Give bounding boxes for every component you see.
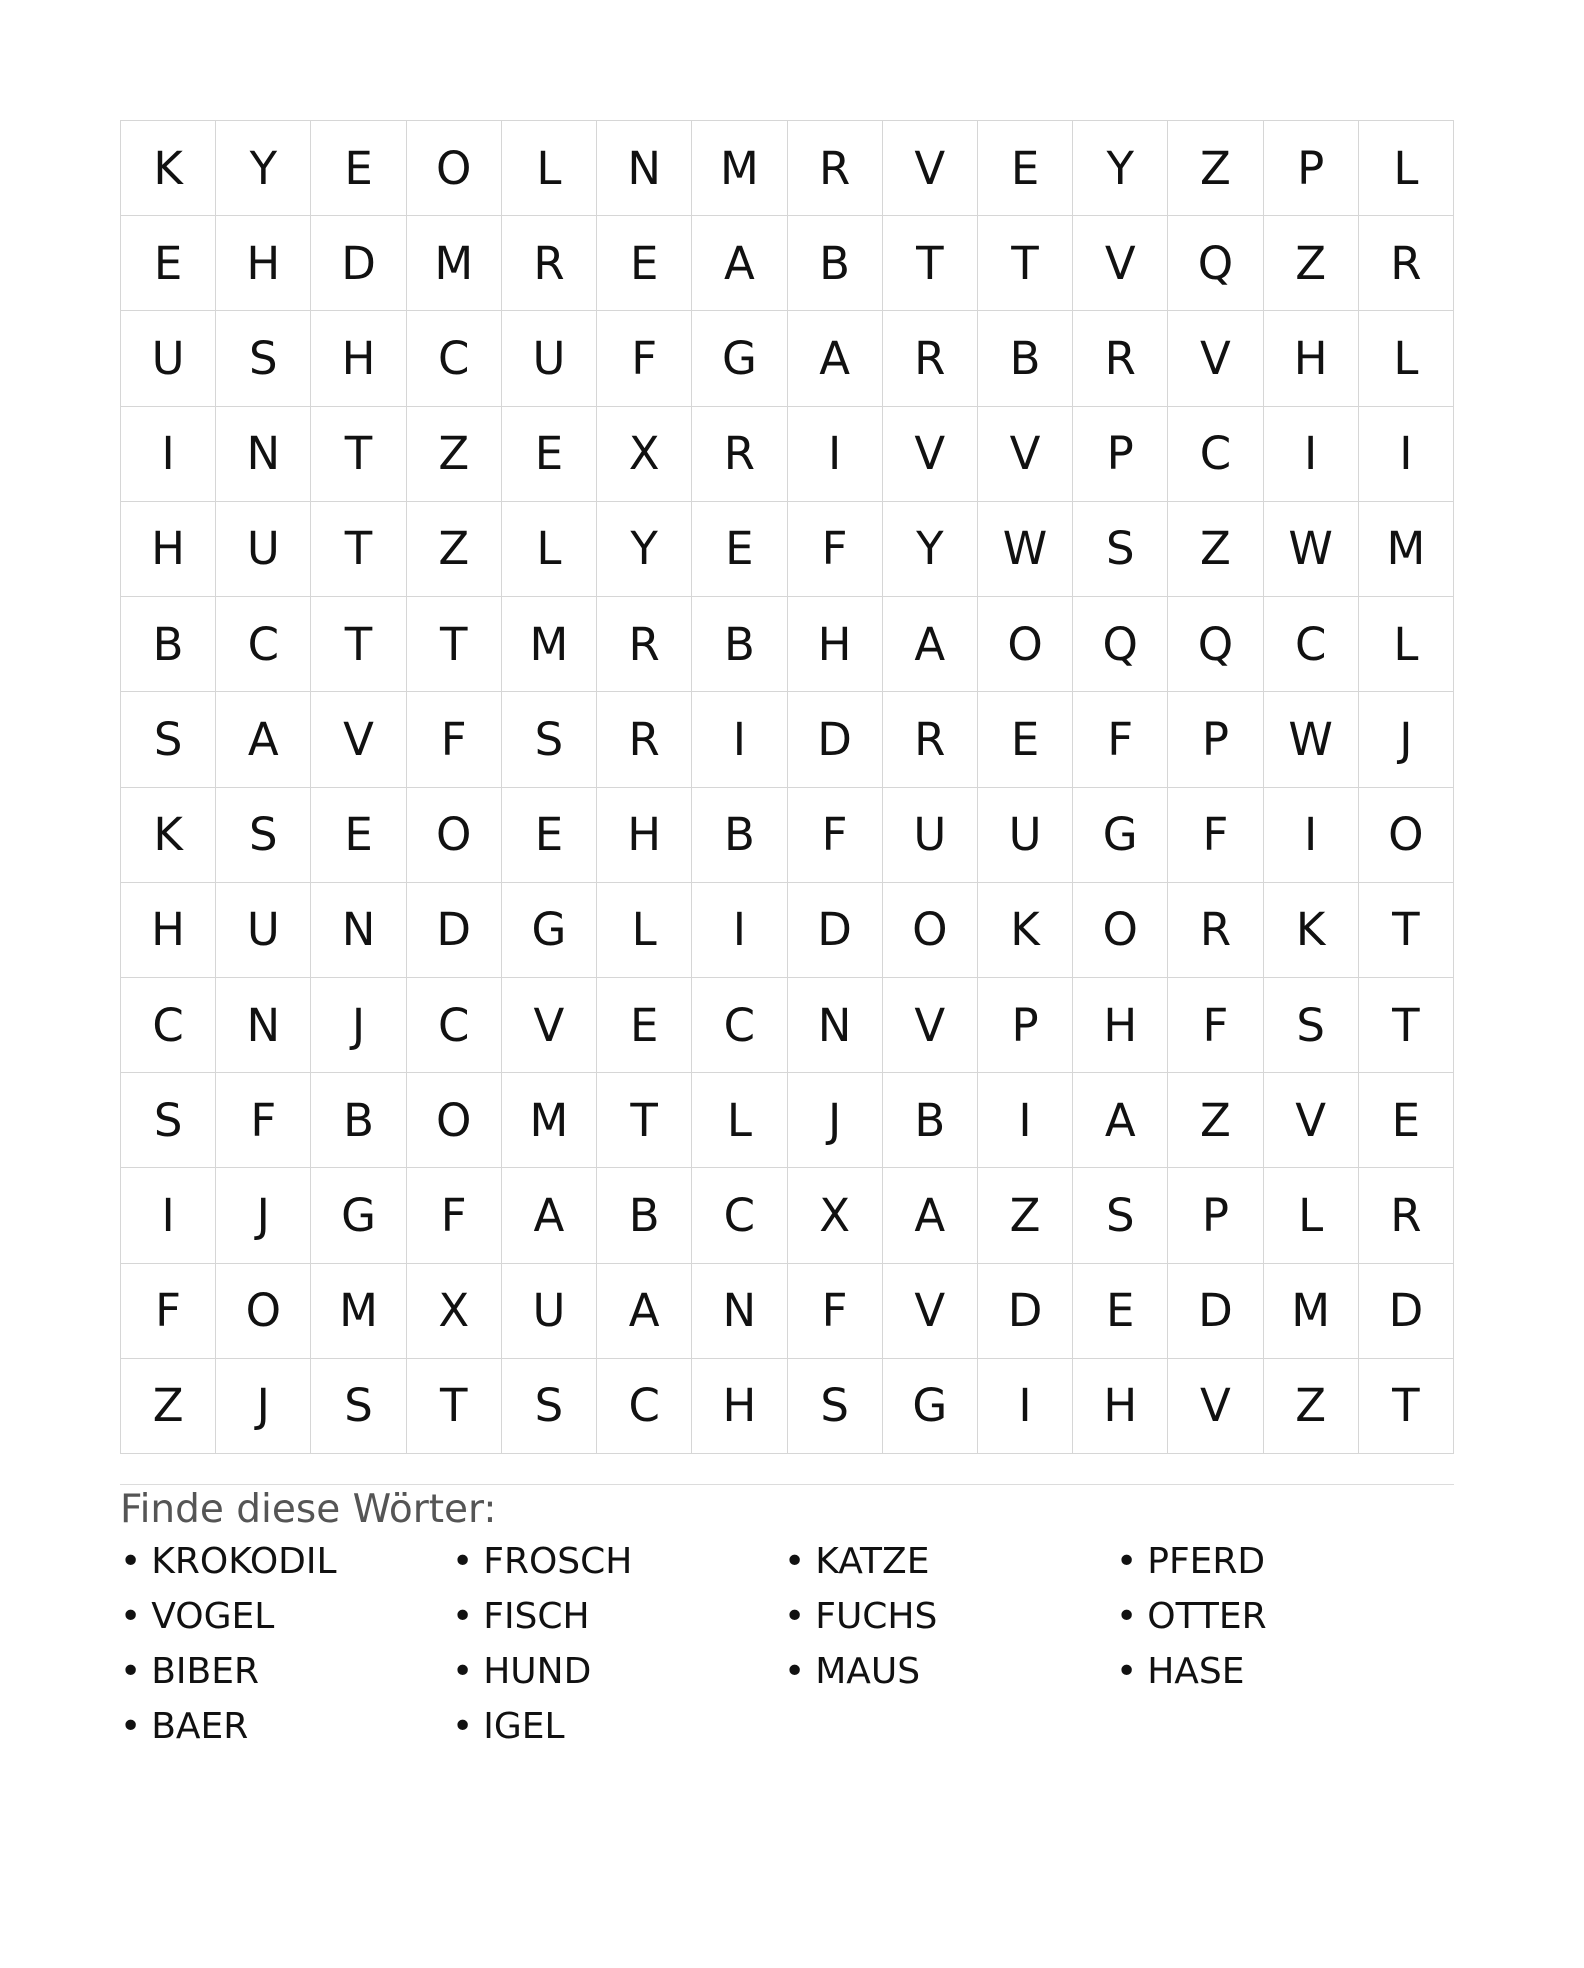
word-label: BAER xyxy=(151,1706,249,1747)
grid-cell[interactable]: S xyxy=(121,692,216,787)
word-label: MAUS xyxy=(815,1651,921,1692)
word-list-item xyxy=(120,1595,274,1638)
grid-cell[interactable]: E xyxy=(311,788,406,883)
word-list-heading: Finde diese Wörter: xyxy=(120,1487,497,1532)
grid-cell[interactable]: H xyxy=(1073,1359,1168,1454)
grid-cell[interactable]: I xyxy=(788,407,883,502)
grid-cell[interactable]: C xyxy=(121,978,216,1073)
word-list-item xyxy=(452,1650,591,1693)
grid-cell[interactable]: I xyxy=(692,883,787,978)
grid-cell[interactable]: P xyxy=(1073,407,1168,502)
grid-cell[interactable]: A xyxy=(1073,1073,1168,1168)
grid-cell[interactable]: F xyxy=(121,1264,216,1359)
grid-cell[interactable]: S xyxy=(121,1073,216,1168)
grid-cell[interactable]: T xyxy=(978,216,1073,311)
grid-cell[interactable]: K xyxy=(121,121,216,216)
word-list-item xyxy=(452,1705,565,1748)
grid-cell[interactable]: M xyxy=(407,216,502,311)
word-list-item xyxy=(1116,1650,1245,1693)
grid-cell[interactable]: R xyxy=(502,216,597,311)
grid-cell[interactable]: X xyxy=(597,407,692,502)
grid-cell[interactable]: D xyxy=(788,692,883,787)
grid-cell[interactable]: L xyxy=(502,121,597,216)
grid-cell[interactable]: G xyxy=(502,883,597,978)
grid-cell[interactable]: U xyxy=(883,788,978,883)
word-list-item xyxy=(784,1650,920,1693)
grid-cell[interactable]: H xyxy=(121,502,216,597)
bullet: • xyxy=(452,1541,474,1582)
word-list-item xyxy=(1116,1540,1265,1583)
grid-cell[interactable]: I xyxy=(692,692,787,787)
grid-cell[interactable]: U xyxy=(216,502,311,597)
grid-cell[interactable]: N xyxy=(311,883,406,978)
grid-cell[interactable]: S xyxy=(311,1359,406,1454)
grid-cell[interactable]: W xyxy=(1264,502,1359,597)
grid-cell[interactable]: C xyxy=(1264,597,1359,692)
word-label: PFERD xyxy=(1147,1541,1266,1582)
grid-cell[interactable]: S xyxy=(502,692,597,787)
grid-cell[interactable]: L xyxy=(1359,597,1454,692)
bullet: • xyxy=(784,1651,806,1692)
grid-cell[interactable]: I xyxy=(121,1168,216,1263)
grid-cell[interactable]: F xyxy=(216,1073,311,1168)
grid-cell[interactable]: Y xyxy=(597,502,692,597)
word-label: KATZE xyxy=(815,1541,930,1582)
grid-cell[interactable]: U xyxy=(502,311,597,406)
grid-cell[interactable]: G xyxy=(692,311,787,406)
grid-cell[interactable]: L xyxy=(502,502,597,597)
grid-cell[interactable]: F xyxy=(407,1168,502,1263)
grid-cell[interactable]: B xyxy=(692,788,787,883)
grid-cell[interactable]: V xyxy=(1168,1359,1263,1454)
grid-cell[interactable]: V xyxy=(1264,1073,1359,1168)
grid-cell[interactable]: N xyxy=(597,121,692,216)
bullet: • xyxy=(120,1651,142,1692)
grid-cell[interactable]: S xyxy=(788,1359,883,1454)
word-list-item xyxy=(120,1705,248,1748)
grid-cell[interactable]: A xyxy=(788,311,883,406)
grid-cell[interactable]: M xyxy=(1264,1264,1359,1359)
grid-cell[interactable]: Q xyxy=(1073,597,1168,692)
grid-cell[interactable]: H xyxy=(597,788,692,883)
word-label: VOGEL xyxy=(151,1596,275,1637)
grid-cell[interactable]: O xyxy=(883,883,978,978)
grid-cell[interactable]: C xyxy=(216,597,311,692)
grid-cell[interactable]: R xyxy=(1359,1168,1454,1263)
bullet: • xyxy=(784,1596,806,1637)
grid-cell[interactable]: O xyxy=(216,1264,311,1359)
grid-cell[interactable]: T xyxy=(311,407,406,502)
grid-cell[interactable]: Z xyxy=(407,502,502,597)
grid-cell[interactable]: V xyxy=(883,407,978,502)
grid-cell[interactable]: J xyxy=(1359,692,1454,787)
grid-cell[interactable]: H xyxy=(788,597,883,692)
grid-cell[interactable]: H xyxy=(121,883,216,978)
grid-cell[interactable]: D xyxy=(311,216,406,311)
grid-cell[interactable]: L xyxy=(1264,1168,1359,1263)
grid-cell[interactable]: Z xyxy=(1168,502,1263,597)
grid-cell[interactable]: N xyxy=(216,978,311,1073)
grid-cell[interactable]: A xyxy=(692,216,787,311)
grid-cell[interactable]: E xyxy=(597,978,692,1073)
grid-cell[interactable]: R xyxy=(692,407,787,502)
grid-cell[interactable]: I xyxy=(1359,407,1454,502)
grid-cell[interactable]: C xyxy=(407,978,502,1073)
grid-cell[interactable]: K xyxy=(1264,883,1359,978)
grid-cell[interactable]: J xyxy=(788,1073,883,1168)
grid-cell[interactable]: Z xyxy=(1264,1359,1359,1454)
grid-cell[interactable]: S xyxy=(216,788,311,883)
grid-cell[interactable]: A xyxy=(597,1264,692,1359)
grid-cell[interactable]: A xyxy=(883,1168,978,1263)
word-label: KROKODIL xyxy=(151,1541,337,1582)
grid-cell[interactable]: R xyxy=(597,597,692,692)
grid-cell[interactable]: O xyxy=(1359,788,1454,883)
grid-cell[interactable]: P xyxy=(978,978,1073,1073)
word-list-item xyxy=(1116,1595,1267,1638)
grid-cell[interactable]: A xyxy=(216,692,311,787)
grid-cell[interactable]: V xyxy=(978,407,1073,502)
grid-cell[interactable]: D xyxy=(1359,1264,1454,1359)
word-label: FISCH xyxy=(483,1596,590,1637)
grid-cell[interactable]: U xyxy=(502,1264,597,1359)
grid-cell[interactable]: M xyxy=(1359,502,1454,597)
word-list-item xyxy=(120,1650,259,1693)
grid-cell[interactable]: M xyxy=(502,597,597,692)
grid-cell[interactable]: J xyxy=(216,1359,311,1454)
grid-cell[interactable]: E xyxy=(978,692,1073,787)
grid-cell[interactable]: T xyxy=(597,1073,692,1168)
grid-cell[interactable]: C xyxy=(407,311,502,406)
word-label: FUCHS xyxy=(815,1596,938,1637)
grid-cell[interactable]: S xyxy=(1073,1168,1168,1263)
grid-cell[interactable]: C xyxy=(597,1359,692,1454)
grid-cell[interactable]: H xyxy=(216,216,311,311)
grid-cell[interactable]: G xyxy=(311,1168,406,1263)
word-list xyxy=(120,1540,1454,1780)
grid-cell[interactable]: S xyxy=(1073,502,1168,597)
grid-cell[interactable]: B xyxy=(978,311,1073,406)
grid-cell[interactable]: O xyxy=(407,1073,502,1168)
bullet: • xyxy=(120,1541,142,1582)
grid-cell[interactable]: I xyxy=(1264,788,1359,883)
grid-cell[interactable]: F xyxy=(1073,692,1168,787)
grid-cell[interactable]: D xyxy=(788,883,883,978)
grid-cell[interactable]: R xyxy=(788,121,883,216)
grid-cell[interactable]: M xyxy=(692,121,787,216)
grid-cell[interactable]: L xyxy=(1359,311,1454,406)
grid-cell[interactable]: F xyxy=(788,788,883,883)
grid-cell[interactable]: O xyxy=(407,788,502,883)
word-label: BIBER xyxy=(151,1651,260,1692)
grid-cell[interactable]: Z xyxy=(1264,216,1359,311)
grid-cell[interactable]: D xyxy=(407,883,502,978)
grid-cell[interactable]: E xyxy=(1359,1073,1454,1168)
grid-cell[interactable]: N xyxy=(692,1264,787,1359)
grid-cell[interactable]: V xyxy=(883,1264,978,1359)
bullet: • xyxy=(452,1706,474,1747)
grid-cell[interactable]: C xyxy=(692,978,787,1073)
word-label: OTTER xyxy=(1147,1596,1267,1637)
grid-cell[interactable]: F xyxy=(1168,788,1263,883)
grid-cell[interactable]: B xyxy=(597,1168,692,1263)
grid-cell[interactable]: E xyxy=(597,216,692,311)
grid-cell[interactable]: X xyxy=(788,1168,883,1263)
grid-cell[interactable]: T xyxy=(1359,978,1454,1073)
grid-cell[interactable]: K xyxy=(121,788,216,883)
grid-cell[interactable]: E xyxy=(502,788,597,883)
grid-cell[interactable]: O xyxy=(1073,883,1168,978)
word-list-item xyxy=(452,1540,632,1583)
grid-cell[interactable]: E xyxy=(121,216,216,311)
word-list-item xyxy=(784,1540,929,1583)
bullet: • xyxy=(120,1596,142,1637)
grid-cell[interactable]: O xyxy=(407,121,502,216)
grid-cell[interactable]: Y xyxy=(1073,121,1168,216)
grid-cell[interactable]: R xyxy=(1073,311,1168,406)
bullet: • xyxy=(452,1651,474,1692)
grid-cell[interactable]: S xyxy=(1264,978,1359,1073)
grid-cell[interactable]: R xyxy=(883,311,978,406)
grid-cell[interactable]: H xyxy=(692,1359,787,1454)
grid-cell[interactable]: F xyxy=(1168,978,1263,1073)
grid-cell[interactable]: E xyxy=(502,407,597,502)
grid-cell[interactable]: S xyxy=(216,311,311,406)
grid-cell[interactable]: V xyxy=(502,978,597,1073)
grid-cell[interactable]: Q xyxy=(1168,216,1263,311)
grid-cell[interactable]: Y xyxy=(883,502,978,597)
grid-cell[interactable]: K xyxy=(978,883,1073,978)
grid-cell[interactable]: X xyxy=(407,1264,502,1359)
word-label: HASE xyxy=(1147,1651,1245,1692)
letter-grid xyxy=(120,120,1454,1454)
grid-cell[interactable]: V xyxy=(1073,216,1168,311)
grid-cell[interactable]: B xyxy=(788,216,883,311)
grid-cell[interactable]: P xyxy=(1168,692,1263,787)
bullet: • xyxy=(452,1596,474,1637)
grid-cell[interactable]: Z xyxy=(978,1168,1073,1263)
grid-cell[interactable]: J xyxy=(216,1168,311,1263)
grid-cell[interactable]: T xyxy=(407,1359,502,1454)
grid-cell[interactable]: W xyxy=(1264,692,1359,787)
grid-cell[interactable]: R xyxy=(597,692,692,787)
grid-cell[interactable]: Z xyxy=(407,407,502,502)
word-label: HUND xyxy=(483,1651,592,1692)
grid-cell[interactable]: F xyxy=(597,311,692,406)
grid-cell[interactable]: O xyxy=(978,597,1073,692)
grid-cell[interactable]: M xyxy=(311,1264,406,1359)
grid-cell[interactable]: U xyxy=(121,311,216,406)
grid-cell[interactable]: I xyxy=(978,1073,1073,1168)
bullet: • xyxy=(1116,1541,1138,1582)
grid-cell[interactable]: R xyxy=(1168,883,1263,978)
grid-cell[interactable]: B xyxy=(692,597,787,692)
word-label: IGEL xyxy=(483,1706,565,1747)
grid-cell[interactable]: L xyxy=(1359,121,1454,216)
grid-cell[interactable]: F xyxy=(407,692,502,787)
grid-cell[interactable]: N xyxy=(216,407,311,502)
grid-cell[interactable]: V xyxy=(883,121,978,216)
grid-cell[interactable]: Z xyxy=(1168,1073,1263,1168)
grid-cell[interactable]: C xyxy=(1168,407,1263,502)
grid-cell[interactable]: C xyxy=(692,1168,787,1263)
grid-cell[interactable]: T xyxy=(407,597,502,692)
bullet: • xyxy=(1116,1651,1138,1692)
grid-cell[interactable]: E xyxy=(978,121,1073,216)
grid-cell[interactable]: I xyxy=(121,407,216,502)
grid-cell[interactable]: A xyxy=(502,1168,597,1263)
grid-cell[interactable]: V xyxy=(883,978,978,1073)
grid-cell[interactable]: E xyxy=(1073,1264,1168,1359)
grid-cell[interactable]: Z xyxy=(121,1359,216,1454)
bullet: • xyxy=(120,1706,142,1747)
grid-cell[interactable]: I xyxy=(1264,407,1359,502)
grid-cell[interactable]: D xyxy=(978,1264,1073,1359)
grid-cell[interactable]: H xyxy=(311,311,406,406)
word-label: FROSCH xyxy=(483,1541,633,1582)
grid-cell[interactable]: L xyxy=(692,1073,787,1168)
grid-cell[interactable]: F xyxy=(788,502,883,597)
grid-cell[interactable]: R xyxy=(1359,216,1454,311)
grid-cell[interactable]: M xyxy=(502,1073,597,1168)
grid-cell[interactable]: T xyxy=(1359,883,1454,978)
grid-cell[interactable]: G xyxy=(883,1359,978,1454)
grid-cell[interactable]: H xyxy=(1073,978,1168,1073)
grid-cell[interactable]: B xyxy=(311,1073,406,1168)
grid-cell[interactable]: T xyxy=(311,502,406,597)
grid-cell[interactable]: E xyxy=(311,121,406,216)
grid-cell[interactable]: L xyxy=(597,883,692,978)
grid-cell[interactable]: Y xyxy=(216,121,311,216)
bullet: • xyxy=(1116,1596,1138,1637)
grid-cell[interactable]: E xyxy=(692,502,787,597)
grid-cell[interactable]: F xyxy=(788,1264,883,1359)
grid-cell[interactable]: D xyxy=(1168,1264,1263,1359)
word-list-item xyxy=(120,1540,337,1583)
grid-cell[interactable]: T xyxy=(883,216,978,311)
grid-cell[interactable]: V xyxy=(1168,311,1263,406)
grid-cell[interactable]: R xyxy=(883,692,978,787)
grid-cell[interactable]: B xyxy=(121,597,216,692)
grid-cell[interactable]: V xyxy=(311,692,406,787)
grid-cell[interactable]: N xyxy=(788,978,883,1073)
divider xyxy=(120,1484,1454,1485)
grid-cell[interactable]: A xyxy=(883,597,978,692)
grid-cell[interactable]: U xyxy=(216,883,311,978)
grid-cell[interactable]: G xyxy=(1073,788,1168,883)
grid-cell[interactable]: P xyxy=(1264,121,1359,216)
word-list-item xyxy=(784,1595,937,1638)
grid-cell[interactable]: P xyxy=(1168,1168,1263,1263)
bullet: • xyxy=(784,1541,806,1582)
grid-cell[interactable]: W xyxy=(978,502,1073,597)
grid-cell[interactable]: B xyxy=(883,1073,978,1168)
grid-cell[interactable]: H xyxy=(1264,311,1359,406)
grid-cell[interactable]: I xyxy=(978,1359,1073,1454)
grid-cell[interactable]: J xyxy=(311,978,406,1073)
grid-cell[interactable]: U xyxy=(978,788,1073,883)
grid-cell[interactable]: T xyxy=(1359,1359,1454,1454)
grid-cell[interactable]: Q xyxy=(1168,597,1263,692)
grid-cell[interactable]: Z xyxy=(1168,121,1263,216)
word-list-item xyxy=(452,1595,590,1638)
grid-cell[interactable]: T xyxy=(311,597,406,692)
grid-cell[interactable]: S xyxy=(502,1359,597,1454)
